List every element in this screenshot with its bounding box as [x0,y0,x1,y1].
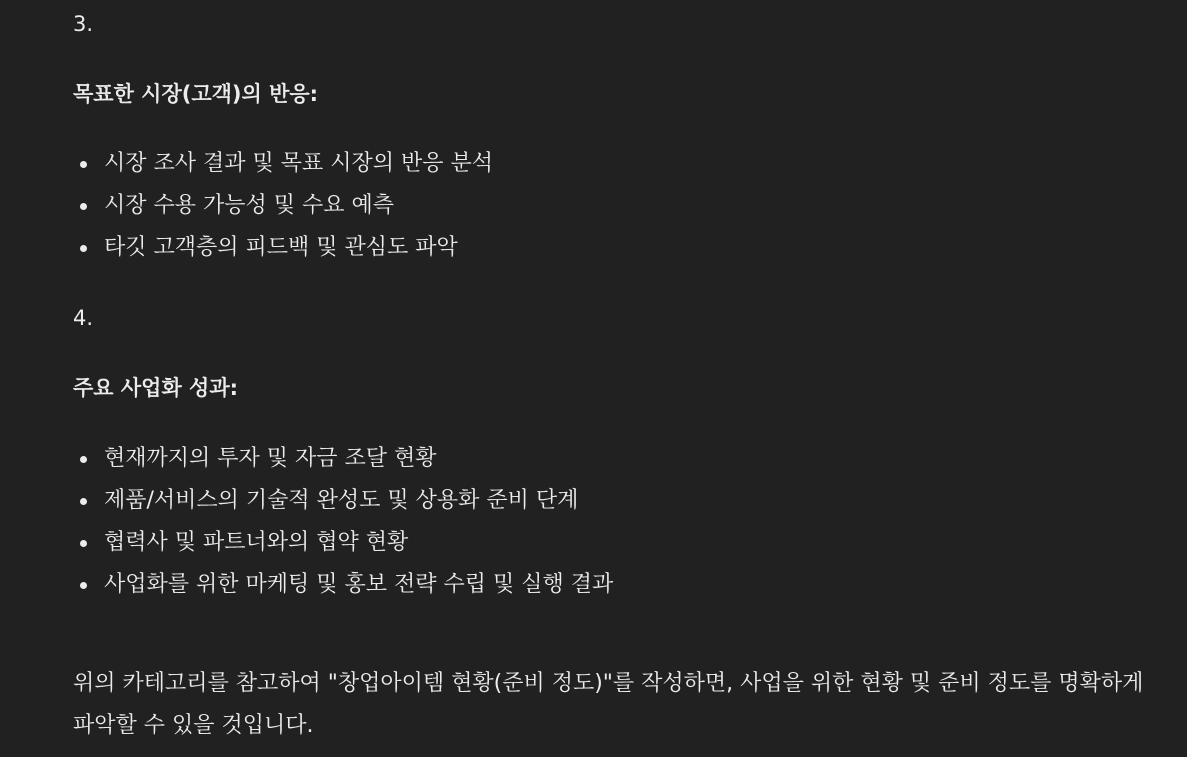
list-item: 사업화를 위한 마케팅 및 홍보 전략 수립 및 실행 결과 [73,564,613,606]
list-item: 타깃 고객층의 피드백 및 관심도 파악 [73,227,493,269]
bullet-icon [80,161,87,168]
bullet-icon [80,456,87,463]
section-heading: 주요 사업화 성과: [73,376,239,400]
bullet-list [73,143,493,269]
bullet-icon [80,245,87,252]
bullet-icon [80,498,87,505]
list-item: 현재까지의 투자 및 자금 조달 현황 [73,438,613,480]
section-number: 3. [73,12,94,36]
summary-paragraph: 위의 카테고리를 참고하여 "창업아이템 현황(준비 정도)"를 작성하면, 사업을 위한 현황 및 준비 정도를 명확하게 파악할 수 있을 것입니다. [73,671,1144,738]
list-item: 제품/서비스의 기술적 완성도 및 상용화 준비 단계 [73,480,613,522]
list-item: 시장 수용 가능성 및 수요 예측 [73,185,493,227]
section-heading: 목표한 시장(고객)의 반응: [73,82,319,106]
section-number: 4. [73,306,94,330]
bullet-icon [80,582,87,589]
list-item: 시장 조사 결과 및 목표 시장의 반응 분석 [73,143,493,185]
bullet-list [73,438,613,606]
list-item: 협력사 및 파트너와의 협약 현황 [73,522,613,564]
bullet-icon [80,540,87,547]
bullet-icon [80,203,87,210]
